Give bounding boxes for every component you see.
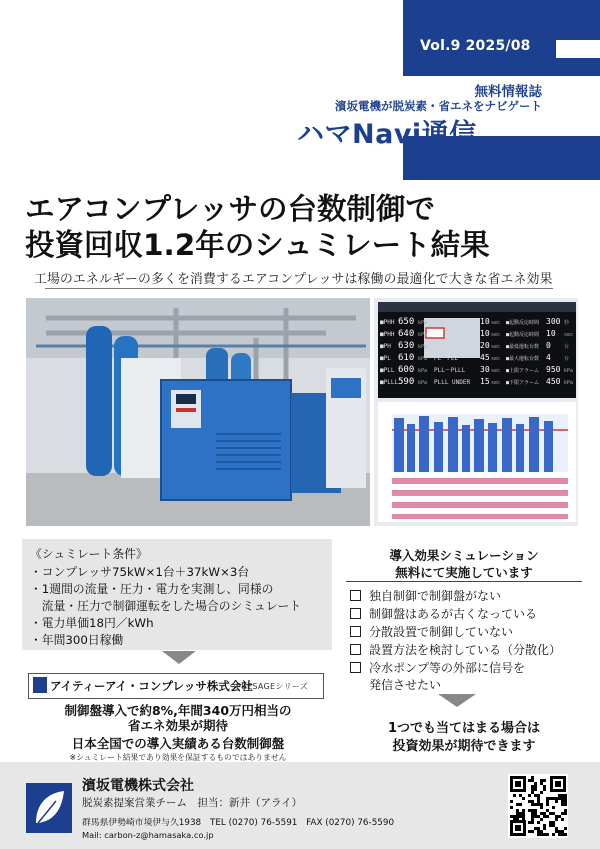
- header-accent: [556, 40, 600, 58]
- qr-module: [543, 785, 546, 788]
- qr-module: [564, 812, 567, 815]
- qr-module: [537, 815, 540, 818]
- qr-module: [531, 803, 534, 806]
- qr-module: [561, 800, 564, 803]
- headline-line-1: エアコンプレッサの台数制御で: [25, 192, 436, 226]
- screen-row-param: ■下限アラーム: [506, 380, 540, 386]
- qr-module: [552, 812, 555, 815]
- qr-module: [528, 800, 531, 803]
- qr-module: [528, 794, 531, 797]
- qr-module: [540, 791, 543, 794]
- qr-module: [549, 797, 552, 800]
- screen-row-label: ■PHH: [380, 331, 395, 338]
- qr-module: [531, 800, 534, 803]
- headline-line-2: 投資回収1.2年のシュミレート結果: [25, 228, 490, 262]
- qr-module: [549, 812, 552, 815]
- down-arrow-icon: [162, 651, 196, 664]
- screen-row-value: 590: [398, 377, 415, 387]
- screen-row-sec: 45: [480, 353, 490, 362]
- qr-module: [543, 827, 546, 830]
- screen-row-label: ■PLLL: [380, 379, 399, 386]
- qr-module: [540, 779, 543, 782]
- screen-row-sec-unit: sec: [491, 356, 501, 362]
- screen-row-sec-unit: sec: [491, 320, 501, 326]
- screen-row-value: 640: [398, 329, 415, 339]
- screen-row-param-unit: 秒: [564, 320, 570, 326]
- product-series: PRESAGEシリーズ: [236, 682, 309, 691]
- team-contact: 脱炭素提案営業チーム 担当：新井（アライ）: [82, 797, 303, 809]
- qr-module: [531, 818, 534, 821]
- qr-module: [549, 821, 552, 824]
- qr-module: [558, 797, 561, 800]
- qr-module: [561, 833, 564, 836]
- qr-module: [546, 809, 549, 812]
- qr-module: [513, 794, 516, 797]
- qr-module: [519, 815, 522, 818]
- checklist-item: 設置方法を検討している（分散化）: [350, 641, 561, 658]
- disclaimer: ※シュミレート結果であり効果を保証するものではありません: [69, 753, 287, 762]
- screen-row-unit: kPa: [418, 368, 428, 374]
- qr-module: [540, 782, 543, 785]
- qr-module: [552, 833, 555, 836]
- qr-module: [540, 830, 543, 833]
- screen-row-mid: PL〜PLL: [434, 355, 459, 362]
- qr-module: [558, 833, 561, 836]
- qr-module: [561, 812, 564, 815]
- iti-logo-icon: [33, 677, 47, 693]
- qr-module: [531, 788, 534, 791]
- qr-module: [558, 830, 561, 833]
- screen-row-label: ■PL: [380, 355, 391, 362]
- screen-row-sec-unit: sec: [491, 368, 501, 374]
- simulation-conditions: [22, 539, 332, 650]
- qr-module: [522, 812, 525, 815]
- qr-module: [534, 788, 537, 791]
- screen-row-value: 600: [398, 365, 415, 375]
- qr-module: [537, 821, 540, 824]
- down-arrow-icon: [438, 694, 476, 707]
- qr-module: [555, 830, 558, 833]
- qr-module: [534, 827, 537, 830]
- qr-module: [558, 794, 561, 797]
- qr-module: [531, 809, 534, 812]
- screen-row-param-unit: kPa: [564, 380, 574, 386]
- screen-row-param: ■起動反応時間: [506, 320, 540, 326]
- qr-module: [546, 803, 549, 806]
- qr-module: [534, 803, 537, 806]
- conditions-heading: 《シュミレート条件》: [30, 547, 148, 561]
- qr-module: [537, 797, 540, 800]
- qr-module: [558, 815, 561, 818]
- screen-row-param-unit: sec: [564, 332, 574, 338]
- screen-row-label: ■PH: [380, 343, 391, 350]
- screen-row-param-value: 950: [546, 365, 561, 374]
- screen-row-label: ■PLL: [380, 367, 395, 374]
- qr-module: [540, 818, 543, 821]
- qr-module: [546, 800, 549, 803]
- simulation-heading-1: 導入効果シミュレーション: [389, 548, 539, 563]
- screen-row-param: ■最低運転台数: [506, 344, 540, 350]
- qr-module: [552, 824, 555, 827]
- qr-module: [522, 797, 525, 800]
- qr-module: [555, 827, 558, 830]
- screen-row-sec: 20: [480, 341, 490, 350]
- checkbox-icon: [350, 662, 361, 673]
- checkbox-icon: [350, 590, 361, 601]
- screen-row-param-value: 0: [546, 341, 551, 350]
- qr-module: [531, 821, 534, 824]
- qr-module: [516, 803, 519, 806]
- magazine-label: 無料情報誌: [474, 84, 542, 100]
- qr-module: [540, 812, 543, 815]
- qr-module: [552, 806, 555, 809]
- qr-module: [528, 821, 531, 824]
- tagline: 濱坂電機が脱炭素・省エネをナビゲート: [335, 99, 542, 113]
- qr-module: [519, 803, 522, 806]
- result-line-3: 日本全国での導入実績ある台数制御盤: [71, 736, 285, 751]
- email-link[interactable]: Mail: carbon-z@hamasaka.co.jp: [82, 830, 214, 840]
- qr-module: [543, 815, 546, 818]
- screen-row-mid: PLLL UNDER: [434, 379, 471, 386]
- screen-row-sec: 10: [480, 329, 490, 338]
- screen-row-sec: 30: [480, 365, 490, 374]
- condition-item: ・年間300日稼働: [30, 633, 124, 647]
- qr-module: [564, 794, 567, 797]
- screen-row-label: ■PHH: [380, 319, 395, 326]
- qr-module: [564, 800, 567, 803]
- checklist-item-continued: 発信させたい: [369, 678, 442, 692]
- qr-module: [552, 797, 555, 800]
- screen-row-unit: kPa: [418, 344, 428, 350]
- condition-item: ・コンプレッサ75kW×1台＋37kW×3台: [30, 565, 250, 579]
- screen-row-sec-unit: sec: [491, 344, 501, 350]
- qr-module: [516, 815, 519, 818]
- qr-module: [531, 776, 534, 779]
- qr-module: [564, 833, 567, 836]
- screen-row-param-value: 4: [546, 353, 551, 362]
- qr-module: [543, 824, 546, 827]
- qr-module: [555, 815, 558, 818]
- simulation-divider: [346, 581, 582, 582]
- screen-row-param: ■起動反応時間: [506, 332, 540, 338]
- qr-module: [564, 803, 567, 806]
- checklist-item: 冷水ポンプ等の外部に信号を: [350, 659, 525, 676]
- qr-module: [531, 812, 534, 815]
- qr-module: [543, 788, 546, 791]
- qr-module: [531, 791, 534, 794]
- qr-module: [555, 797, 558, 800]
- qr-module: [543, 812, 546, 815]
- qr-module: [510, 815, 513, 818]
- qr-module: [540, 833, 543, 836]
- screen-row-param-value: 450: [546, 377, 561, 386]
- qr-module: [564, 797, 567, 800]
- simulation-heading-2: 無料にて実施しています: [395, 565, 533, 580]
- qr-module: [528, 779, 531, 782]
- condition-item: ・1週間の流量・圧力・電力を実測し、同様の: [30, 582, 274, 596]
- qr-module: [534, 812, 537, 815]
- qr-module: [534, 782, 537, 785]
- qr-module: [564, 809, 567, 812]
- screen-row-unit: kPa: [418, 332, 428, 338]
- checkbox-icon: [350, 644, 361, 655]
- qr-module: [540, 803, 543, 806]
- screen-row-param-value: 10: [546, 329, 556, 338]
- condition-item: ・電力単価18円／kWh: [30, 616, 154, 630]
- qr-module: [531, 815, 534, 818]
- subtitle: 工場のエネルギーの多くを消費するエアコンプレッサは稼働の最適化で大きな省エネ効果: [34, 272, 553, 287]
- checklist-item: 分散設置で制御していない: [350, 623, 513, 640]
- screen-row-value: 650: [398, 317, 415, 327]
- qr-module: [564, 827, 567, 830]
- qr-module: [561, 818, 564, 821]
- result-line-2: 省エネ効果が期待: [127, 718, 228, 733]
- qr-module: [534, 809, 537, 812]
- checkbox-icon: [350, 608, 361, 619]
- qr-module: [534, 794, 537, 797]
- screen-row-param-unit: kPa: [564, 368, 574, 374]
- screen-row-mid: PLL〜PLLL: [434, 367, 466, 374]
- qr-module: [561, 803, 564, 806]
- condition-item: 流量・圧力で制御運転をした場合のシミュレート: [30, 599, 302, 613]
- qr-module: [513, 815, 516, 818]
- screen-row-unit: kPa: [418, 320, 428, 326]
- company-leaf-logo-icon: [26, 783, 72, 833]
- qr-module: [537, 800, 540, 803]
- screen-row-param: ■最大運転台数: [506, 356, 540, 362]
- qr-module: [537, 833, 540, 836]
- screen-row-param: ■上限アラーム: [506, 368, 540, 374]
- qr-module: [537, 794, 540, 797]
- brand-title: ハマNavi通信: [297, 119, 477, 150]
- qr-module: [519, 812, 522, 815]
- screen-row-value: 610: [398, 353, 415, 363]
- screen-row-param-value: 300: [546, 317, 561, 326]
- qr-module: [561, 797, 564, 800]
- product-company: アイティーアイ・コンプレッサ株式会社: [50, 679, 253, 693]
- qr-module: [549, 824, 552, 827]
- screen-row-sec-unit: sec: [491, 380, 501, 386]
- qr-module: [528, 830, 531, 833]
- screen-row-value: 630: [398, 341, 415, 351]
- apply-line-1: 1つでも当てはまる場合は: [387, 721, 541, 736]
- qr-module: [561, 830, 564, 833]
- company-name: 濱坂電機株式会社: [82, 778, 194, 794]
- qr-module: [546, 815, 549, 818]
- qr-module: [534, 815, 537, 818]
- screen-row-sec: 10: [480, 317, 490, 326]
- qr-module: [531, 830, 534, 833]
- qr-module: [537, 827, 540, 830]
- compressor-photo: [26, 298, 370, 526]
- qr-module: [561, 794, 564, 797]
- qr-module: [537, 803, 540, 806]
- qr-module: [543, 779, 546, 782]
- company-address: 群馬県伊勢崎市境伊与久1938 TEL (0270) 76-5591 FAX (0270) 76-5590: [82, 818, 395, 828]
- qr-module: [534, 785, 537, 788]
- result-line-1: 制御盤導入で約8%,年間340万円相当の: [64, 703, 292, 718]
- qr-module: [546, 797, 549, 800]
- qr-module: [519, 794, 522, 797]
- qr-module: [516, 812, 519, 815]
- controller-screenshots: [374, 298, 578, 526]
- qr-module: [555, 818, 558, 821]
- qr-module: [531, 779, 534, 782]
- qr-module: [528, 809, 531, 812]
- checkbox-icon: [350, 626, 361, 637]
- screen-row-unit: kPa: [418, 356, 428, 362]
- qr-module: [510, 806, 513, 809]
- qr-module: [522, 809, 525, 812]
- screen-row-param-unit: 台: [564, 356, 570, 362]
- qr-module: [537, 830, 540, 833]
- qr-module: [522, 818, 525, 821]
- qr-module: [543, 833, 546, 836]
- checklist-item: 独自制御で制御盤がない: [350, 587, 501, 604]
- qr-module: [516, 818, 519, 821]
- subtitle-underline: [45, 288, 553, 289]
- issue-volume: Vol.9 2025/08: [420, 38, 531, 54]
- qr-module: [516, 809, 519, 812]
- qr-module: [555, 800, 558, 803]
- apply-line-2: 投資効果が期待できます: [392, 739, 536, 754]
- qr-module: [546, 833, 549, 836]
- screen-row-unit: kPa: [418, 380, 428, 386]
- screen-row-sec-unit: sec: [491, 332, 501, 338]
- screen-row-param-unit: 台: [564, 344, 570, 350]
- qr-code-icon[interactable]: [508, 774, 568, 838]
- qr-module: [540, 806, 543, 809]
- checklist-item: 制御盤はあるが古くなっている: [350, 605, 537, 622]
- qr-module: [531, 785, 534, 788]
- qr-module: [522, 815, 525, 818]
- qr-module: [552, 821, 555, 824]
- screen-row-sec: 15: [480, 377, 490, 386]
- qr-module: [513, 818, 516, 821]
- qr-module: [510, 800, 513, 803]
